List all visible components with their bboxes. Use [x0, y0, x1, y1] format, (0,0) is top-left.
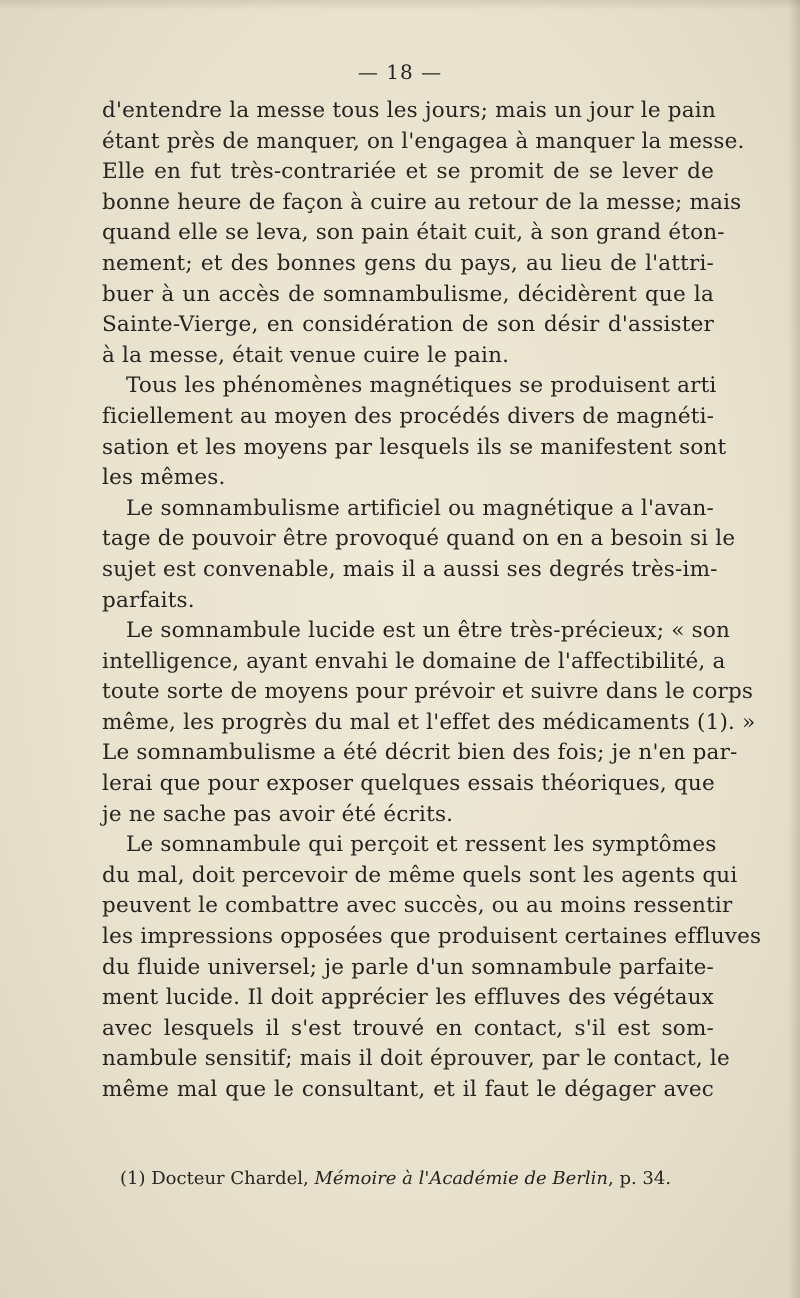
text-line: Sainte-Vierge, en considération de son désir d'assister	[102, 312, 714, 338]
text-line: Tous les phénomènes magnétiques se produisent arti	[126, 373, 717, 399]
text-line: du fluide universel; je parle d'un somnambule parfaite-	[102, 954, 714, 980]
text-line: même, les progrès du mal et l'effet des médicaments (1). »	[102, 709, 756, 735]
text-line: à la messe, était venue cuire le pain.	[102, 342, 510, 368]
text-line: quand elle se leva, son pain était cuit, à son grand éton-	[102, 220, 725, 246]
footnote-suffix: , p. 34.	[608, 1168, 672, 1189]
page-top-shadow	[0, 0, 800, 10]
text-line: Le somnambulisme a été décrit bien des fois; je n'en par-	[102, 740, 738, 766]
text-line: Le somnambulisme artificiel ou magnétique a l'avan-	[126, 495, 714, 521]
text-line: avec lesquels il s'est trouvé en contact, s'il est som-	[102, 1015, 714, 1041]
text-line: intelligence, ayant envahi le domaine de l'affectibilité, a	[102, 648, 726, 674]
text-line: buer à un accès de somnambulisme, décidèrent que la	[102, 281, 714, 307]
text-line: les mêmes.	[102, 465, 226, 491]
text-line: d'entendre la messe tous les jours; mais un jour le pain	[102, 98, 716, 123]
text-line: tage de pouvoir être provoqué quand on en a besoin si le	[102, 526, 736, 552]
text-line: peuvent le combattre avec succès, ou au moins ressentir	[102, 893, 733, 919]
footnote-title: Mémoire à l'Académie de Berlin	[314, 1168, 609, 1189]
footnote	[120, 1168, 671, 1189]
text-line: je ne sache pas avoir été écrits.	[102, 801, 454, 827]
text-line: Le somnambule lucide est un être très-précieux; « son	[126, 618, 731, 644]
text-line: lerai que pour exposer quelques essais théoriques, que	[102, 771, 715, 797]
text-line: les impressions opposées que produisent certaines effluves	[102, 924, 762, 950]
text-line: du mal, doit percevoir de même quels sont les agents qui	[102, 862, 738, 888]
footnote-marker: (1) Docteur Chardel,	[120, 1168, 315, 1189]
page-edge-shadow	[788, 0, 800, 1298]
page-number: — 18 —	[357, 60, 443, 84]
text-line: Le somnambule qui perçoit et ressent les symptômes	[126, 832, 717, 858]
text-line: nement; et des bonnes gens du pays, au lieu de l'attri-	[102, 250, 714, 276]
text-line: sujet est convenable, mais il a aussi ses degrés très-im-	[102, 556, 718, 582]
text-line: bonne heure de façon à cuire au retour de la messe; mais	[102, 189, 742, 215]
body-text	[102, 96, 762, 1106]
text-line: ficiellement au moyen des procédés divers de magnéti-	[102, 403, 715, 429]
text-line: nambule sensitif; mais il doit éprouver, par le contact, le	[102, 1046, 730, 1072]
text-line: ment lucide. Il doit apprécier les effluves des végétaux	[102, 985, 714, 1011]
text-line: toute sorte de moyens pour prévoir et suivre dans le corps	[102, 679, 754, 705]
text-line: sation et les moyens par lesquels ils se manifestent sont	[102, 434, 727, 460]
text-line: même mal que le consultant, et il faut le dégager avec	[102, 1077, 714, 1102]
text-line: Elle en fut très-contrariée et se promit de se lever de	[102, 159, 714, 185]
text-line: étant près de manquer, on l'engagea à manquer la messe.	[102, 128, 745, 154]
text-line: parfaits.	[102, 587, 195, 613]
